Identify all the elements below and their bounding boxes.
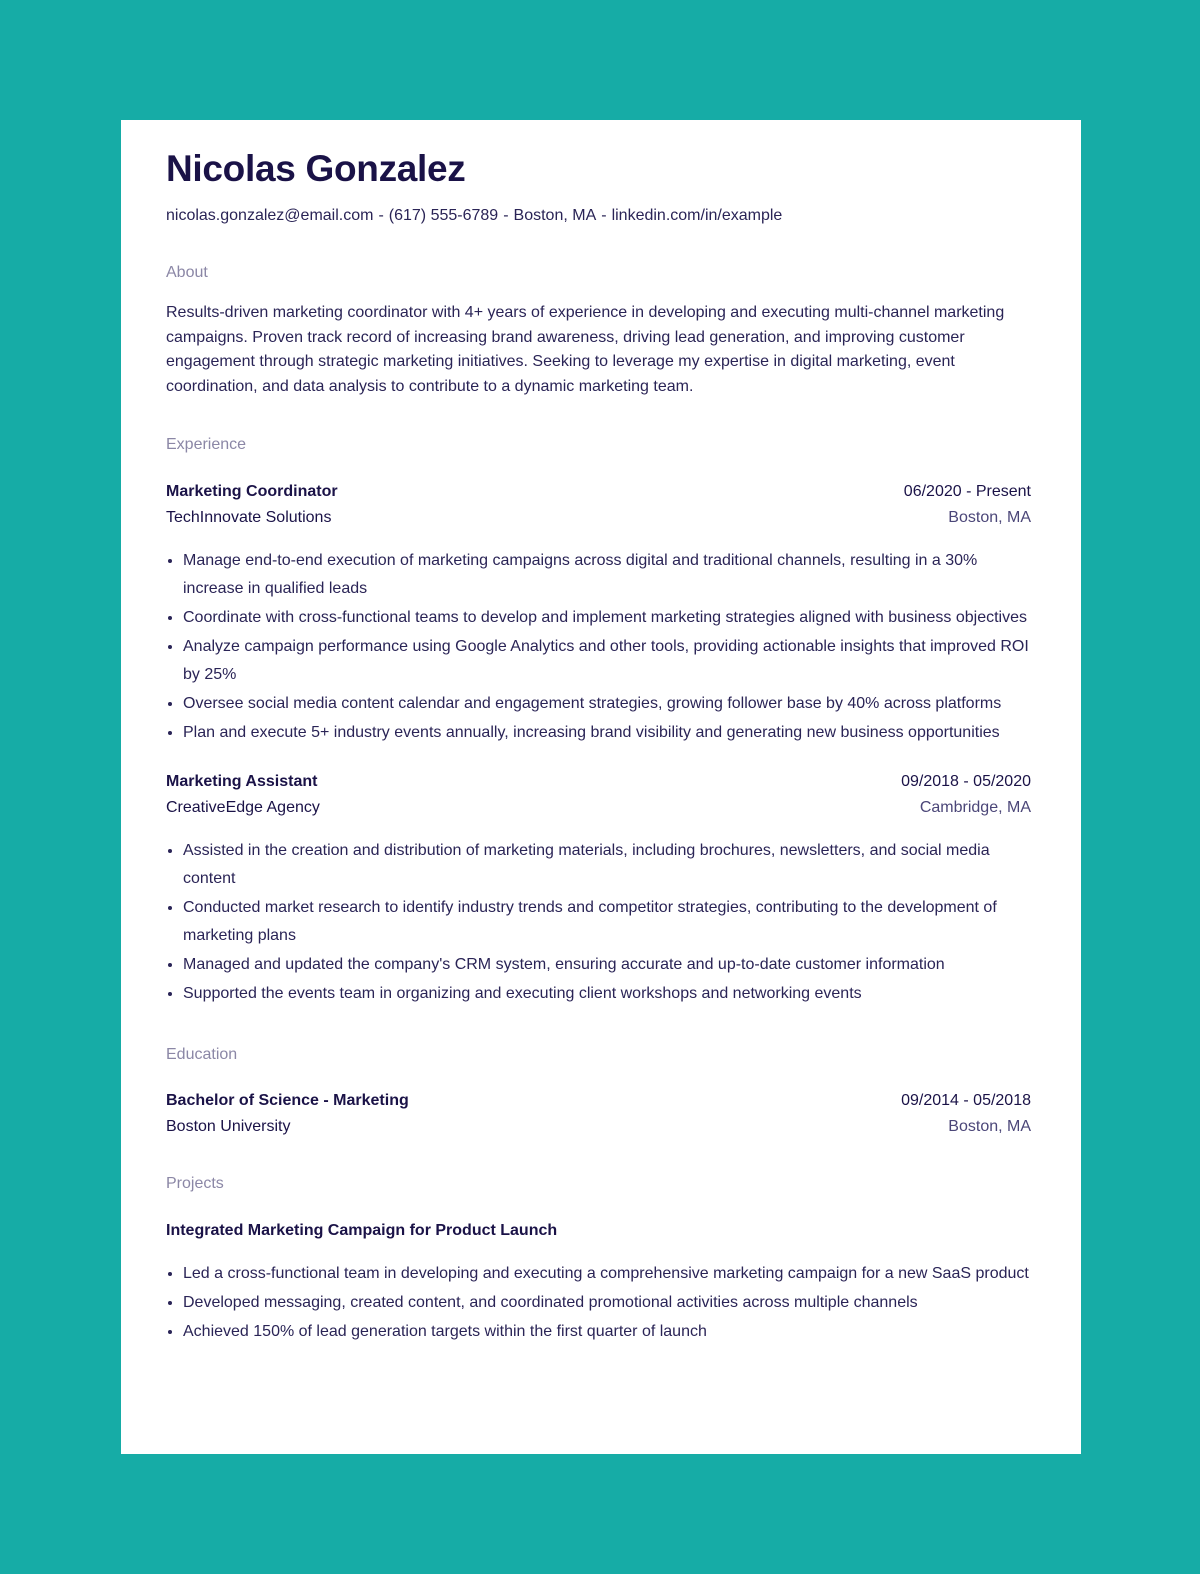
education-entry (166, 1091, 1031, 1137)
bullet-list (166, 546, 1031, 747)
education-heading: Education (166, 1046, 238, 1063)
resume-page (121, 120, 1081, 1454)
contact-location: Boston, MA (513, 207, 597, 224)
experience-heading: Experience (166, 436, 247, 453)
bullet-item: • Assisted in the creation and distribution of marketing materials, including brochures, newsletters, and social media content (183, 836, 1031, 893)
job-title: Marketing Coordinator (166, 483, 338, 500)
bullet-item: • Achieved 150% of lead generation targets within the first quarter of launch (183, 1317, 1031, 1346)
bullet-item: • Plan and execute 5+ industry events annually, increasing brand visibility and generating new business opportunities (183, 718, 1031, 747)
bullet-item: • Coordinate with cross-functional teams to develop and implement marketing strategies aligned with business objectives (183, 603, 1031, 632)
company-name: TechInnovate Solutions (166, 509, 332, 526)
entry-header (166, 1221, 1031, 1241)
job-dates: 06/2020 - Present (903, 483, 1031, 500)
entry-header (166, 772, 1031, 792)
bullet-list (166, 836, 1031, 1008)
company-name: CreativeEdge Agency (166, 799, 320, 816)
bullet-item: • Supported the events team in organizing and executing client workshops and networking events (183, 979, 1031, 1008)
project-title: Integrated Marketing Campaign for Product Launch (166, 1222, 558, 1239)
education-dates: 09/2014 - 05/2018 (901, 1092, 1031, 1109)
contact-line (166, 206, 1031, 226)
contact-email[interactable]: nicolas.gonzalez@email.com (166, 207, 374, 224)
degree-title: Bachelor of Science - Marketing (166, 1092, 409, 1109)
bullet-item: • Developed messaging, created content, and coordinated promotional activities across multiple channels (183, 1288, 1031, 1317)
school-location: Boston, MA (948, 1118, 1031, 1135)
contact-linkedin[interactable]: linkedin.com/in/example (611, 207, 783, 224)
entry-subheader (166, 798, 1031, 818)
about-text: Results-driven marketing coordinator with 4+ years of experience in developing and executing multi-channel marketing campaigns. Proven track record of increasing brand awareness, driving lead generation, and improving customer engagement through strategic marketing initiatives. Seeking to leverage my expertise in digital marketing, event coordination, and data analysis to contribute to a dynamic marketing team. (166, 304, 1005, 395)
job-location: Cambridge, MA (919, 799, 1031, 816)
contact-phone: (617) 555-6789 (388, 207, 499, 224)
project-entry (166, 1221, 1031, 1346)
entry-header (166, 1091, 1031, 1111)
projects-heading: Projects (166, 1175, 224, 1192)
bullet-item: • Analyze campaign performance using Google Analytics and other tools, providing actionable insights that improved ROI by 25% (183, 632, 1031, 689)
job-title: Marketing Assistant (166, 773, 318, 790)
bullet-item: • Oversee social media content calendar and engagement strategies, growing follower base by 40% across platforms (183, 689, 1031, 718)
experience-entry (166, 772, 1031, 1008)
entry-subheader (166, 1117, 1031, 1137)
resume-name: Nicolas Gonzalez (166, 148, 466, 189)
about-heading: About (166, 264, 208, 281)
bullet-item: • Conducted market research to identify industry trends and competitor strategies, contributing to the development of marketing plans (183, 893, 1031, 950)
job-dates: 09/2018 - 05/2020 (901, 773, 1031, 790)
bullet-item: • Manage end-to-end execution of marketing campaigns across digital and traditional channels, resulting in a 30% increase in qualified leads (183, 546, 1031, 603)
experience-entry (166, 482, 1031, 747)
bullet-item: • Managed and updated the company's CRM system, ensuring accurate and up-to-date customer information (183, 950, 1031, 979)
school-name: Boston University (166, 1118, 291, 1135)
contact-separator: - (503, 207, 509, 224)
bullet-list (166, 1259, 1031, 1346)
contact-separator: - (601, 207, 607, 224)
entry-header (166, 482, 1031, 502)
entry-subheader (166, 508, 1031, 528)
job-location: Boston, MA (948, 509, 1031, 526)
contact-separator: - (378, 207, 384, 224)
bullet-item: • Led a cross-functional team in developing and executing a comprehensive marketing campaign for a new SaaS product (183, 1259, 1031, 1288)
